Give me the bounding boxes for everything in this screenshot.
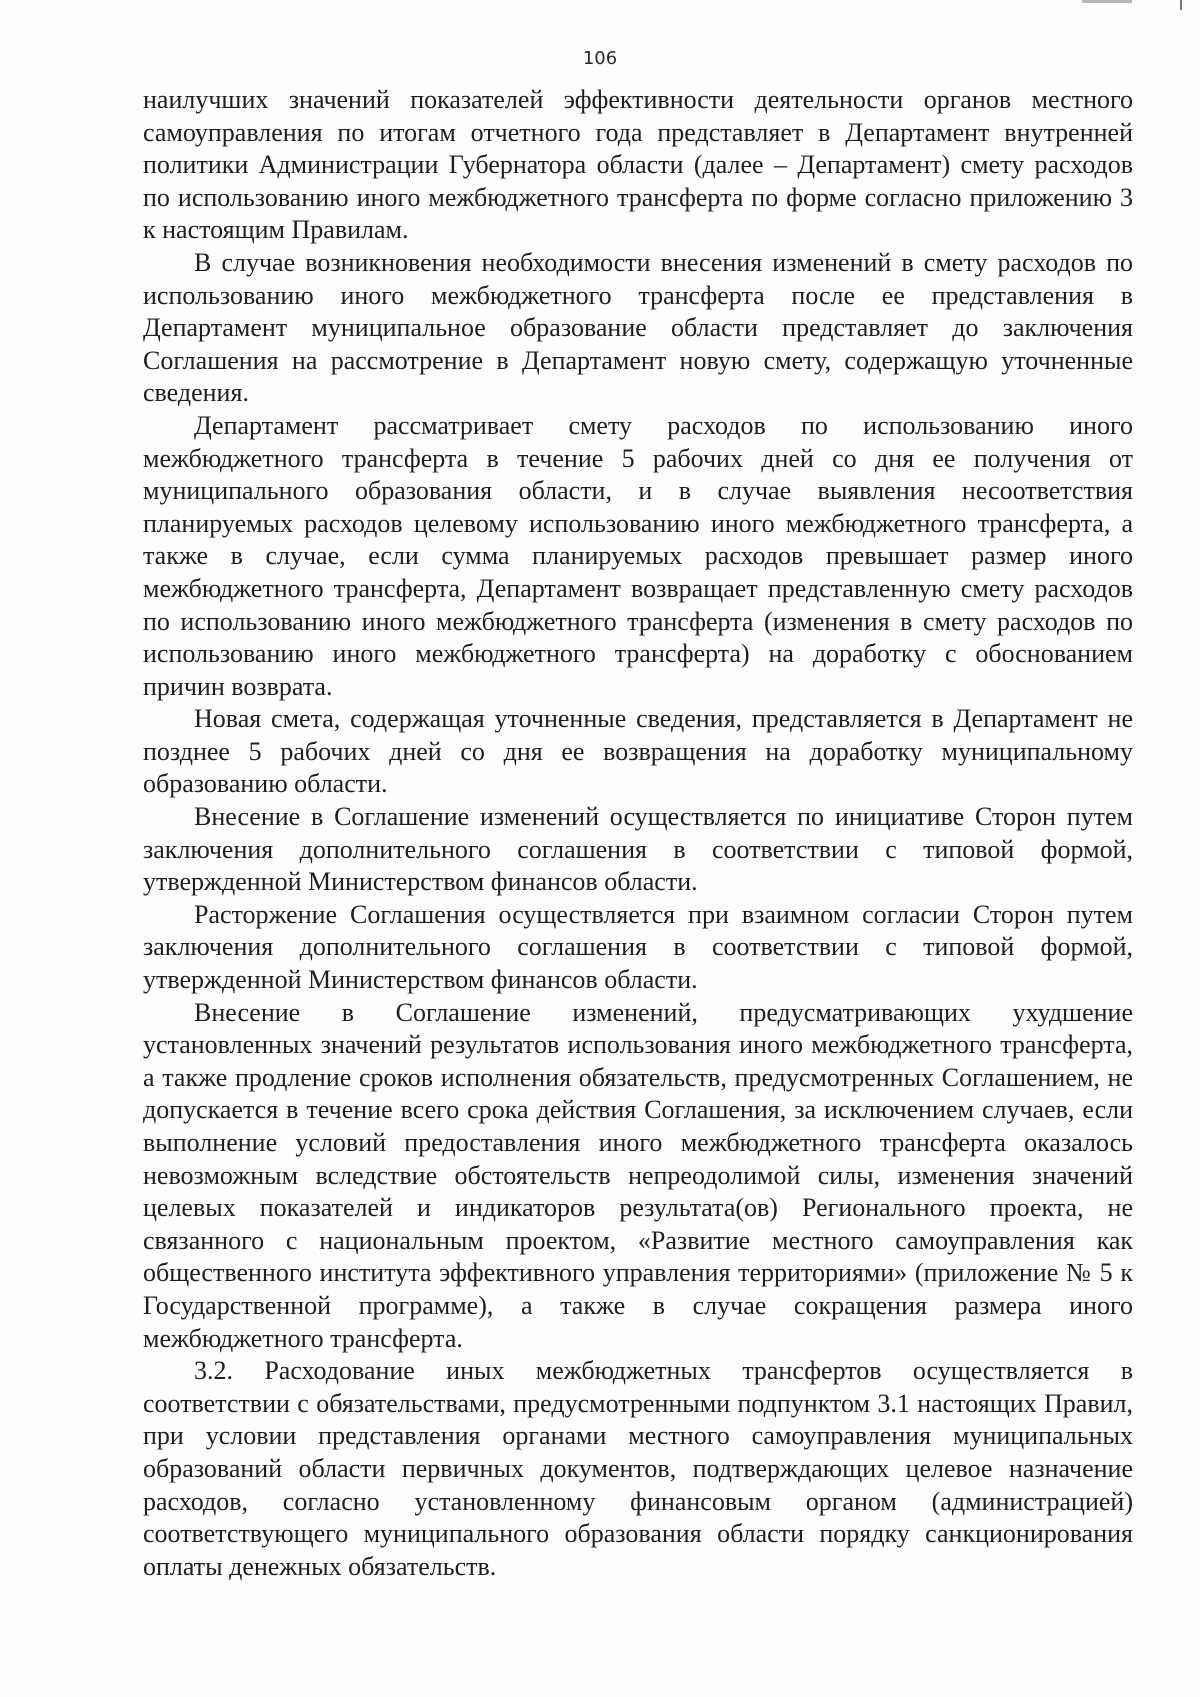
paragraph-agreement-termination: Расторжение Соглашения осуществляется при взаимном согласии Сторон путем заключения дополнительного соглашения в соответствии с типовой формой, утвержденной Министерством финансов области.	[143, 899, 1133, 995]
page-number: 106	[582, 48, 618, 69]
paragraph-amendment-restrictions: Внесение в Соглашение изменений, предусматривающих ухудшение установленных значений результатов использования иного межбюджетного трансферта, а также продление сроков исполнения обязательств, предусмотренных Соглашением, не допускается в течение всего срока действия Соглашения, за исключением случаев, если выполнение условий предоставления иного межбюджетного трансферта оказалось невозможным вследствие обстоятельств непреодолимой силы, изменения значений целевых показателей и индикаторов результата(ов) Регионального проекта, не связанного с национальным проектом, «Развитие местного самоуправления как общественного института эффективного управления территориями» (приложение № 5 к Государственной программе), а также в случае сокращения размера иного межбюджетного трансферта.	[143, 997, 1133, 1353]
paragraph-estimate-review: Департамент рассматривает смету расходов по использованию иного межбюджетного трансферта в течение 5 рабочих дней со дня ее получения от муниципального образования области, и в случае выявления несоответствия планируемых расходов целевому использованию иного межбюджетного трансферта, а также в случае, если сумма планируемых расходов превышает размер иного межбюджетного трансферта, Департамент возвращает представленную смету расходов по использованию иного межбюджетного трансферта (изменения в смету расходов по использованию иного межбюджетного трансферта) на доработку с обоснованием причин возврата.	[143, 410, 1133, 701]
scan-artifact-tick	[1180, 0, 1182, 10]
paragraph-estimate-changes: В случае возникновения необходимости внесения изменений в смету расходов по использованию иного межбюджетного трансферта после ее представления в Департамент муниципальное образование области представляет до заключения Соглашения на рассмотрение в Департамент новую смету, содержащую уточненные сведения.	[143, 247, 1133, 408]
paragraph-new-estimate: Новая смета, содержащая уточненные сведения, представляется в Департамент не позднее 5 рабочих дней со дня ее возвращения на доработку муниципальному образованию области.	[143, 704, 1133, 799]
paragraph-continuation: наилучших значений показателей эффективности деятельности органов местного самоуправления по итогам отчетного года представляет в Департамент внутренней политики Администрации Губернатора области (далее – Департамент) смету расходов по использованию иного межбюджетного трансферта по форме согласно приложению 3 к настоящим Правилам.	[143, 85, 1133, 245]
paragraph-agreement-amendment: Внесение в Соглашение изменений осуществляется по инициативе Сторон путем заключения дополнительного соглашения в соответствии с типовой формой, утвержденной Министерством финансов области.	[143, 802, 1133, 897]
paragraph-section-3-2: 3.2. Расходование иных межбюджетных трансфертов осуществляется в соответствии с обязательствами, предусмотренными подпунктом 3.1 настоящих Правил, при условии представления органами местного самоуправления муниципальных образований области первичных документов, подтверждающих целевое назначение расходов, согласно установленному финансовым органом (администрацией) соответствующего муниципального образования области порядку санкционирования оплаты денежных обязательств.	[143, 1356, 1133, 1581]
document-body	[143, 84, 1133, 1583]
scan-artifact-mark	[1082, 0, 1132, 3]
scan-artifact	[1040, 0, 1200, 14]
